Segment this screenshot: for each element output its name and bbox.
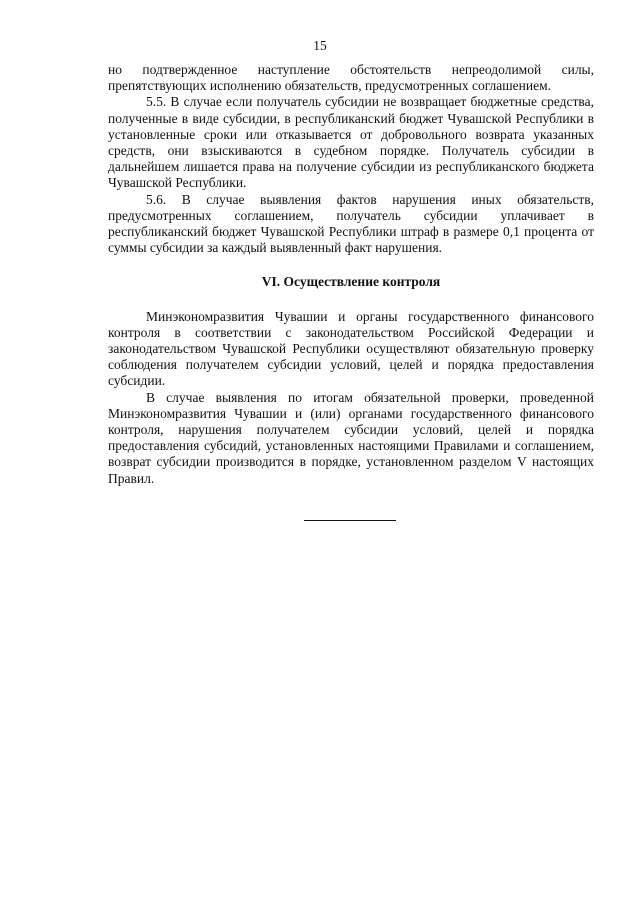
section-heading: VI. Осуществление контроля	[261, 274, 441, 290]
page-number: 15	[313, 38, 327, 53]
paragraph-5-6: 5.6. В случае выявления фактов нарушения иных обязательств, предусмотренных соглашением, получатель субсидии уплачивает в республиканский бюджет Чувашской Республики штраф в размере 0,1 процента от суммы субсидии за каждый выявленный факт нарушения.	[108, 191, 594, 256]
paragraph-control-1: Минэкономразвития Чувашии и органы государственного финансового контроля в соответствии с законодательством Российской Федерации и законодательством Чувашской Республики осуществляют обязательную проверку соблюдения получателем субсидии условий, целей и порядка предоставления субсидии.	[108, 308, 594, 389]
closing-rule	[304, 520, 396, 521]
paragraph-5-5: 5.5. В случае если получатель субсидии не возвращает бюджетные средства, полученные в виде субсидии, в республиканский бюджет Чувашской Республики в установленные сроки или отказывается от добровольного возврата указанных средств, они взыскиваются в судебном порядке. Получатель субсидии в дальнейшем лишается права на получение субсидии из республиканского бюджета Чувашской Республики.	[108, 94, 594, 191]
paragraph-control-2: В случае выявления по итогам обязательной проверки, проведенной Минэкономразвития Чувашии и (или) органами государственного финансового контроля, нарушения получателем субсидии условий, целей и порядка предоставления субсидий, установленных настоящими Правилами и соглашением, возврат субсидии производится в порядке, установленном разделом V настоящих Правил.	[108, 389, 594, 486]
document-body	[108, 62, 594, 487]
paragraph-continuation: но подтвержденное наступление обстоятельств непреодолимой силы, препятствующих исполнению обязательств, предусмотренных соглашением.	[108, 62, 594, 94]
